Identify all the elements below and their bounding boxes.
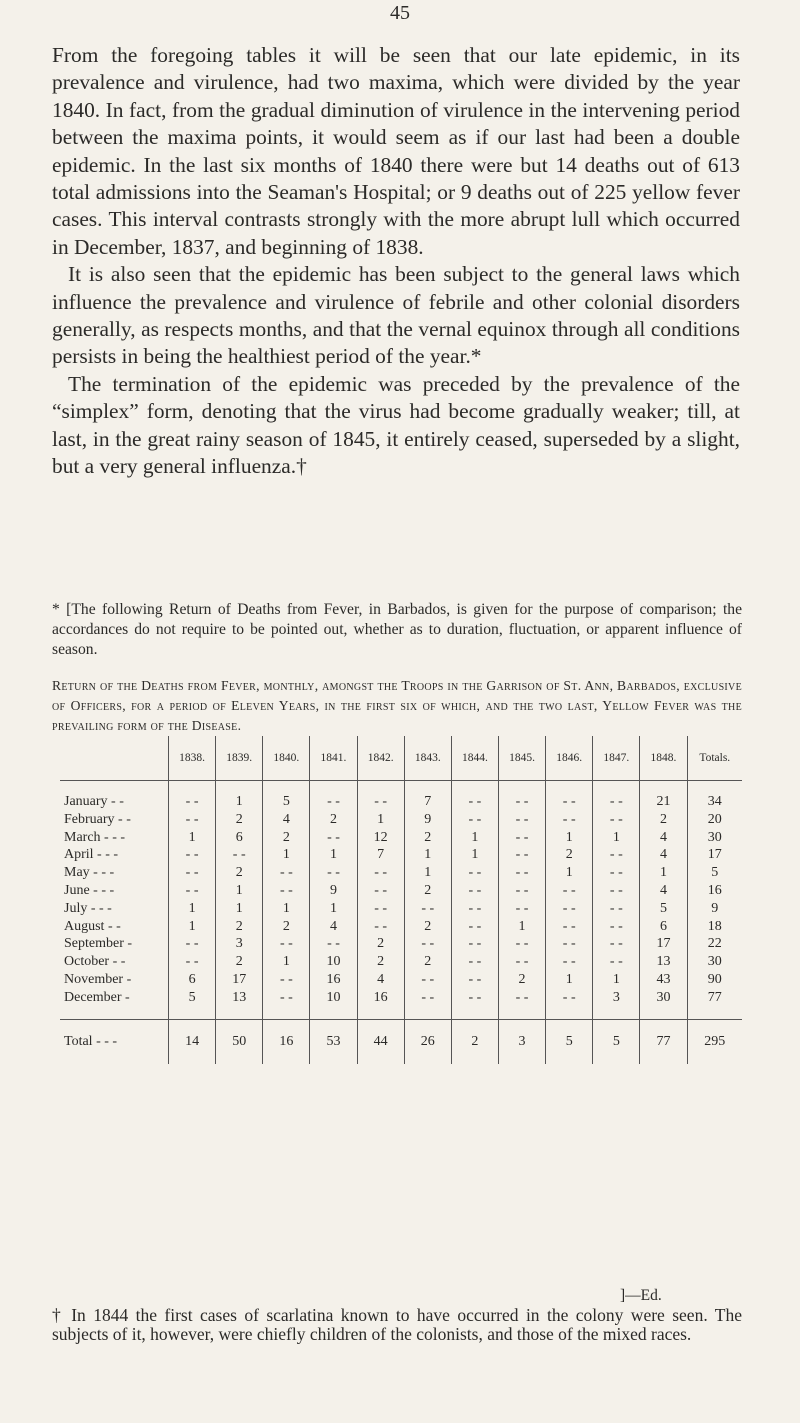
- header-year-cell: 1844.: [451, 736, 498, 781]
- value-cell: - -: [404, 900, 451, 918]
- value-cell: - -: [169, 846, 216, 864]
- value-cell: 5: [169, 989, 216, 1019]
- value-cell: 16: [707, 882, 722, 898]
- value-cell: 1: [546, 971, 593, 989]
- value-cell: - -: [310, 935, 357, 953]
- value-cell: - -: [263, 864, 310, 882]
- header-year-cell: 1839.: [216, 736, 263, 781]
- value-cell: 90: [707, 971, 722, 987]
- value-cell: 1: [310, 846, 357, 864]
- value-cell: - -: [498, 781, 545, 811]
- value-cell: - -: [593, 846, 640, 864]
- value-cell: 2: [404, 918, 451, 936]
- value-cell: 30: [640, 989, 687, 1019]
- value-cell: 7: [357, 846, 404, 864]
- value-cell: 1: [263, 900, 310, 918]
- total-value-cell: 14: [169, 1019, 216, 1064]
- value-cell: - -: [451, 811, 498, 829]
- value-cell: 2: [546, 846, 593, 864]
- table-row: [60, 935, 742, 953]
- table-total-row: [60, 1019, 742, 1064]
- value-cell: 17: [216, 971, 263, 989]
- value-cell: 2: [640, 811, 687, 829]
- value-cell: - -: [310, 781, 357, 811]
- value-cell: 1: [263, 953, 310, 971]
- header-year-cell: 1848.: [640, 736, 687, 781]
- total-value-cell: 5: [546, 1019, 593, 1064]
- value-cell: 1: [310, 900, 357, 918]
- value-cell: 3: [593, 989, 640, 1019]
- total-value-cell: 5: [593, 1019, 640, 1064]
- total-value-cell: 77: [640, 1019, 687, 1064]
- total-value-cell: 16: [263, 1019, 310, 1064]
- value-cell: 20: [707, 811, 722, 827]
- value-cell: 9: [310, 882, 357, 900]
- value-cell: 1: [546, 829, 593, 847]
- value-cell: 2: [216, 953, 263, 971]
- value-cell: 21: [640, 781, 687, 811]
- header-year-cell: 1845.: [498, 736, 545, 781]
- total-value-cell: 53: [310, 1019, 357, 1064]
- value-cell: 1: [451, 846, 498, 864]
- value-cell: - -: [310, 829, 357, 847]
- value-cell: - -: [451, 900, 498, 918]
- value-cell: - -: [404, 971, 451, 989]
- total-value-cell: 2: [451, 1019, 498, 1064]
- value-cell: 10: [310, 989, 357, 1019]
- value-cell: - -: [498, 829, 545, 847]
- total-value-cell: 44: [357, 1019, 404, 1064]
- month-cell: April - - -: [60, 846, 169, 864]
- value-cell: 5: [263, 781, 310, 811]
- value-cell: - -: [263, 882, 310, 900]
- value-cell: 77: [707, 989, 722, 1005]
- value-cell: 30: [707, 954, 722, 970]
- value-cell: 4: [640, 846, 687, 864]
- value-cell: 4: [310, 918, 357, 936]
- footnote-star-text: * [The following Return of Deaths from Fever, in Barbados, is given for the purpose of comparison; the accordances do not require to be pointed out, whether as to duration, fluctuation, or apparent influence of season.: [52, 601, 742, 658]
- header-year-cell: 1838.: [169, 736, 216, 781]
- table-row: [60, 829, 742, 847]
- value-cell: 2: [263, 829, 310, 847]
- table-row: [60, 971, 742, 989]
- value-cell: 17: [640, 935, 687, 953]
- value-cell: 3: [216, 935, 263, 953]
- month-cell: February - -: [60, 811, 169, 829]
- value-cell: - -: [216, 846, 263, 864]
- value-cell: - -: [357, 864, 404, 882]
- table-row: [60, 811, 742, 829]
- table-row: [60, 900, 742, 918]
- value-cell: - -: [593, 935, 640, 953]
- value-cell: - -: [498, 953, 545, 971]
- value-cell: - -: [169, 864, 216, 882]
- value-cell: - -: [169, 935, 216, 953]
- paragraph-3: The termination of the epidemic was preceded by the prevalence of the “simplex” form, denoting that the virus had become gradually weaker; till, at last, in the great rainy season of 1845, it entirely ceased, superseded by a slight, but a very general influenza.†: [52, 371, 740, 479]
- editor-mark: ]—Ed.: [620, 1287, 662, 1304]
- value-cell: - -: [546, 989, 593, 1019]
- value-cell: - -: [546, 935, 593, 953]
- value-cell: 12: [357, 829, 404, 847]
- value-cell: - -: [498, 900, 545, 918]
- value-cell: 16: [310, 971, 357, 989]
- value-cell: - -: [546, 900, 593, 918]
- table-row: [60, 953, 742, 971]
- value-cell: - -: [546, 953, 593, 971]
- month-cell: December -: [60, 989, 169, 1019]
- table-row: [60, 864, 742, 882]
- value-cell: 6: [640, 918, 687, 936]
- value-cell: 9: [404, 811, 451, 829]
- value-cell: 1: [404, 846, 451, 864]
- table-row: [60, 918, 742, 936]
- month-cell: October - -: [60, 953, 169, 971]
- deaths-table: [60, 736, 742, 1064]
- value-cell: - -: [404, 989, 451, 1019]
- value-cell: - -: [498, 989, 545, 1019]
- value-cell: 4: [640, 829, 687, 847]
- return-title: [52, 676, 742, 736]
- value-cell: 2: [310, 811, 357, 829]
- month-cell: August - -: [60, 918, 169, 936]
- header-year-cell: 1846.: [546, 736, 593, 781]
- value-cell: 2: [404, 882, 451, 900]
- value-cell: 2: [404, 953, 451, 971]
- value-cell: - -: [451, 864, 498, 882]
- value-cell: 1: [216, 900, 263, 918]
- value-cell: - -: [357, 918, 404, 936]
- value-cell: 2: [357, 953, 404, 971]
- value-cell: - -: [593, 882, 640, 900]
- return-title-text: Return of the Deaths from Fever, monthly, amongst the Troops in the Garrison of St. Ann, Barbados, exclusive of Officers, for a period of Eleven Years, in the first six of which, and the two last, Yellow Fever was the prevailing form of the Disease.: [52, 678, 742, 733]
- value-cell: - -: [169, 953, 216, 971]
- value-cell: - -: [263, 989, 310, 1019]
- value-cell: 2: [498, 971, 545, 989]
- value-cell: 1: [640, 864, 687, 882]
- value-cell: - -: [357, 781, 404, 811]
- value-cell: 4: [640, 882, 687, 900]
- value-cell: 1: [593, 971, 640, 989]
- header-year-cell: 1847.: [593, 736, 640, 781]
- value-cell: 30: [707, 829, 722, 845]
- value-cell: - -: [451, 935, 498, 953]
- header-year-cell: 1841.: [310, 736, 357, 781]
- footnote-dagger: [52, 1306, 742, 1344]
- value-cell: 1: [593, 829, 640, 847]
- value-cell: 2: [404, 829, 451, 847]
- value-cell: - -: [498, 811, 545, 829]
- value-cell: - -: [498, 846, 545, 864]
- value-cell: - -: [593, 953, 640, 971]
- value-cell: - -: [593, 781, 640, 811]
- value-cell: 17: [707, 847, 722, 863]
- value-cell: - -: [593, 864, 640, 882]
- value-cell: - -: [451, 882, 498, 900]
- month-cell: September -: [60, 935, 169, 953]
- value-cell: 1: [546, 864, 593, 882]
- month-cell: July - - -: [60, 900, 169, 918]
- value-cell: - -: [593, 811, 640, 829]
- value-cell: - -: [404, 935, 451, 953]
- value-cell: 43: [640, 971, 687, 989]
- value-cell: 13: [640, 953, 687, 971]
- value-cell: 18: [707, 918, 722, 934]
- value-cell: 34: [707, 794, 722, 809]
- value-cell: 4: [263, 811, 310, 829]
- table-header-row: [60, 736, 742, 781]
- footnote-star: [52, 600, 742, 660]
- total-value-cell: 26: [404, 1019, 451, 1064]
- value-cell: - -: [546, 811, 593, 829]
- value-cell: 2: [216, 811, 263, 829]
- value-cell: 6: [169, 971, 216, 989]
- header-year-cell: 1842.: [357, 736, 404, 781]
- value-cell: - -: [451, 781, 498, 811]
- month-cell: January - -: [60, 781, 169, 811]
- value-cell: - -: [263, 935, 310, 953]
- month-cell: March - - -: [60, 829, 169, 847]
- month-cell: November -: [60, 971, 169, 989]
- value-cell: - -: [498, 935, 545, 953]
- value-cell: - -: [498, 882, 545, 900]
- value-cell: 2: [216, 918, 263, 936]
- total-label-cell: Total - - -: [60, 1019, 169, 1064]
- value-cell: 1: [498, 918, 545, 936]
- value-cell: 2: [263, 918, 310, 936]
- header-month-cell: [60, 736, 169, 781]
- value-cell: 1: [451, 829, 498, 847]
- value-cell: - -: [263, 971, 310, 989]
- table-row: [60, 846, 742, 864]
- month-cell: June - - -: [60, 882, 169, 900]
- value-cell: - -: [546, 781, 593, 811]
- header-year-cell: Totals.: [687, 736, 742, 781]
- value-cell: 10: [310, 953, 357, 971]
- table-row: [60, 989, 742, 1019]
- value-cell: - -: [357, 882, 404, 900]
- total-value-cell: 295: [687, 1019, 742, 1064]
- value-cell: 1: [404, 864, 451, 882]
- value-cell: 13: [216, 989, 263, 1019]
- value-cell: - -: [451, 918, 498, 936]
- page-number: 45: [390, 2, 410, 24]
- value-cell: - -: [169, 811, 216, 829]
- value-cell: 1: [169, 900, 216, 918]
- value-cell: - -: [451, 971, 498, 989]
- value-cell: - -: [451, 953, 498, 971]
- footnote-dagger-text: † In 1844 the first cases of scarlatina known to have occurred in the colony were seen. The subjects of it, however, were chiefly children of the colonists, and those of the mixed races.: [52, 1305, 742, 1344]
- value-cell: 4: [357, 971, 404, 989]
- value-cell: 1: [216, 781, 263, 811]
- value-cell: 6: [216, 829, 263, 847]
- value-cell: - -: [593, 900, 640, 918]
- value-cell: 9: [711, 900, 719, 916]
- value-cell: 1: [357, 811, 404, 829]
- total-value-cell: 3: [498, 1019, 545, 1064]
- value-cell: 5: [711, 865, 719, 881]
- value-cell: - -: [546, 918, 593, 936]
- table-row: [60, 781, 742, 811]
- value-cell: 1: [169, 918, 216, 936]
- value-cell: - -: [498, 864, 545, 882]
- value-cell: - -: [451, 989, 498, 1019]
- value-cell: 1: [263, 846, 310, 864]
- paragraph-1: From the foregoing tables it will be seen that our late epidemic, in its prevalence and virulence, had two maxima, which were divided by the year 1840. In fact, from the gradual diminution of virulence in the intervening period between the maxima points, it would seem as if our last had been a double epidemic. In the last six months of 1840 there were but 14 deaths out of 613 total admissions into the Seaman's Hospital; or 9 deaths out of 225 yellow fever cases. This interval contrasts strongly with the more abrupt lull which occurred in December, 1837, and beginning of 1838.: [52, 43, 740, 259]
- value-cell: - -: [169, 882, 216, 900]
- value-cell: - -: [357, 900, 404, 918]
- value-cell: - -: [593, 918, 640, 936]
- value-cell: - -: [546, 882, 593, 900]
- header-year-cell: 1840.: [263, 736, 310, 781]
- value-cell: 22: [707, 936, 722, 952]
- value-cell: 1: [216, 882, 263, 900]
- value-cell: 2: [357, 935, 404, 953]
- value-cell: 5: [640, 900, 687, 918]
- month-cell: May - - -: [60, 864, 169, 882]
- value-cell: 7: [404, 781, 451, 811]
- value-cell: - -: [169, 781, 216, 811]
- body-text: [52, 42, 740, 481]
- value-cell: 2: [216, 864, 263, 882]
- table-row: [60, 882, 742, 900]
- total-value-cell: 50: [216, 1019, 263, 1064]
- header-year-cell: 1843.: [404, 736, 451, 781]
- paragraph-2: It is also seen that the epidemic has been subject to the general laws which influence the prevalence and virulence of febrile and other colonial disorders generally, as respects months, and that the vernal equinox through all conditions persists in being the healthiest period of the year.*: [52, 262, 740, 369]
- value-cell: 1: [169, 829, 216, 847]
- value-cell: - -: [310, 864, 357, 882]
- value-cell: 16: [357, 989, 404, 1019]
